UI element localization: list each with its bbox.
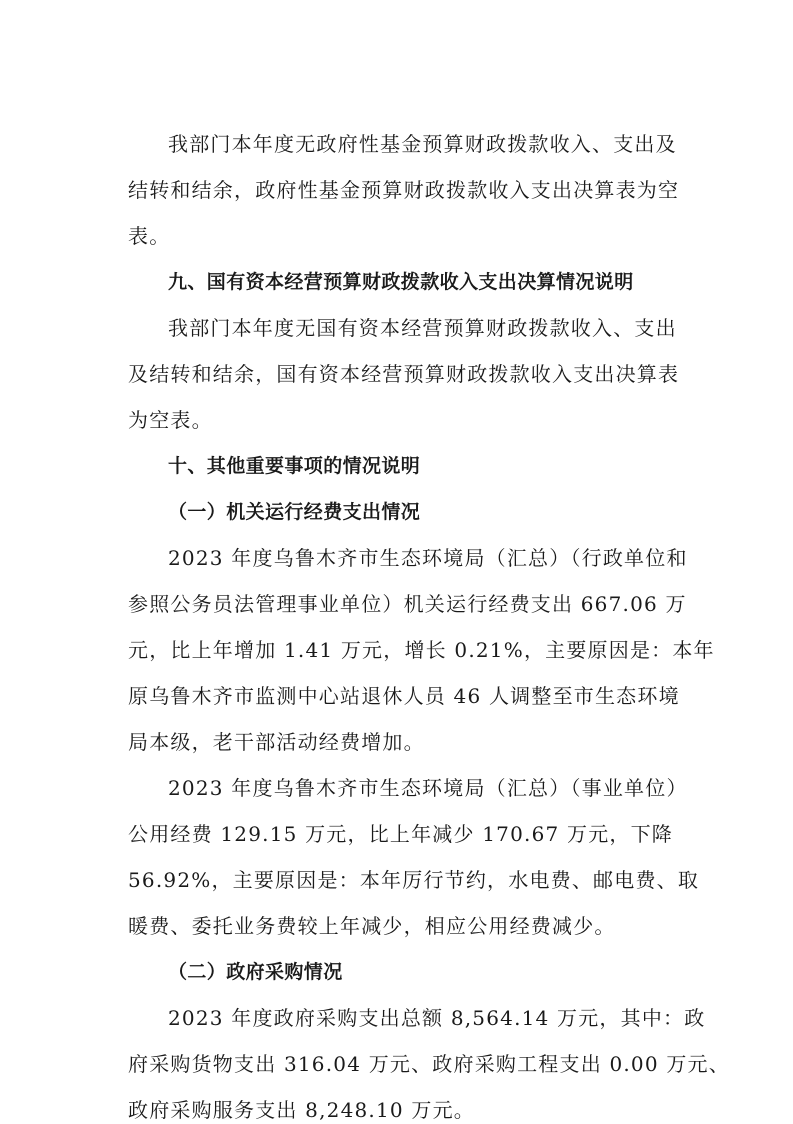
paragraph-line: 我部门本年度无国有资本经营预算财政拨款收入、支出 [168,316,677,340]
paragraph-line: 参照公务员法管理事业单位）机关运行经费支出 667.06 万 [128,592,687,616]
paragraph-line: 暖费、委托业务费较上年减少，相应公用经费减少。 [128,914,616,938]
paragraph-line: 元，比上年增加 1.41 万元，增长 0.21%，主要原因是：本年 [128,638,715,662]
paragraph-line: 56.92%，主要原因是：本年厉行节约，水电费、邮电费、取 [128,868,700,892]
paragraph-line: 公用经费 129.15 万元，比上年减少 170.67 万元，下降 [128,822,673,846]
subsection-heading: （一）机关运行经费支出情况 [168,501,421,523]
paragraph-line: 我部门本年度无政府性基金预算财政拨款收入、支出及 [168,132,677,156]
paragraph-line: 2023 年度乌鲁木齐市生态环境局（汇总）（事业单位） [168,776,688,800]
paragraph-line: 结转和结余，政府性基金预算财政拨款收入支出决算表为空 [128,178,680,202]
section-heading: 十、其他重要事项的情况说明 [168,455,421,477]
paragraph-line: 2023 年度政府采购支出总额 8,564.14 万元，其中：政 [168,1006,706,1030]
subsection-heading: （二）政府采购情况 [168,961,343,983]
paragraph-line: 局本级，老干部活动经费增加。 [128,730,425,754]
paragraph-line: 政府采购服务支出 8,248.10 万元。 [128,1098,475,1122]
section-heading: 九、国有资本经营预算财政拨款收入支出决算情况说明 [168,271,634,293]
paragraph-line: 表。 [128,224,171,248]
paragraph-line: 及结转和结余，国有资本经营预算财政拨款收入支出决算表 [128,362,680,386]
paragraph-line: 原乌鲁木齐市监测中心站退休人员 46 人调整至市生态环境 [128,684,680,708]
paragraph-line: 府采购货物支出 316.04 万元、政府采购工程支出 0.00 万元、 [128,1052,730,1076]
paragraph-line: 2023 年度乌鲁木齐市生态环境局（汇总）（行政单位和 [168,546,688,570]
paragraph-line: 为空表。 [128,408,213,432]
